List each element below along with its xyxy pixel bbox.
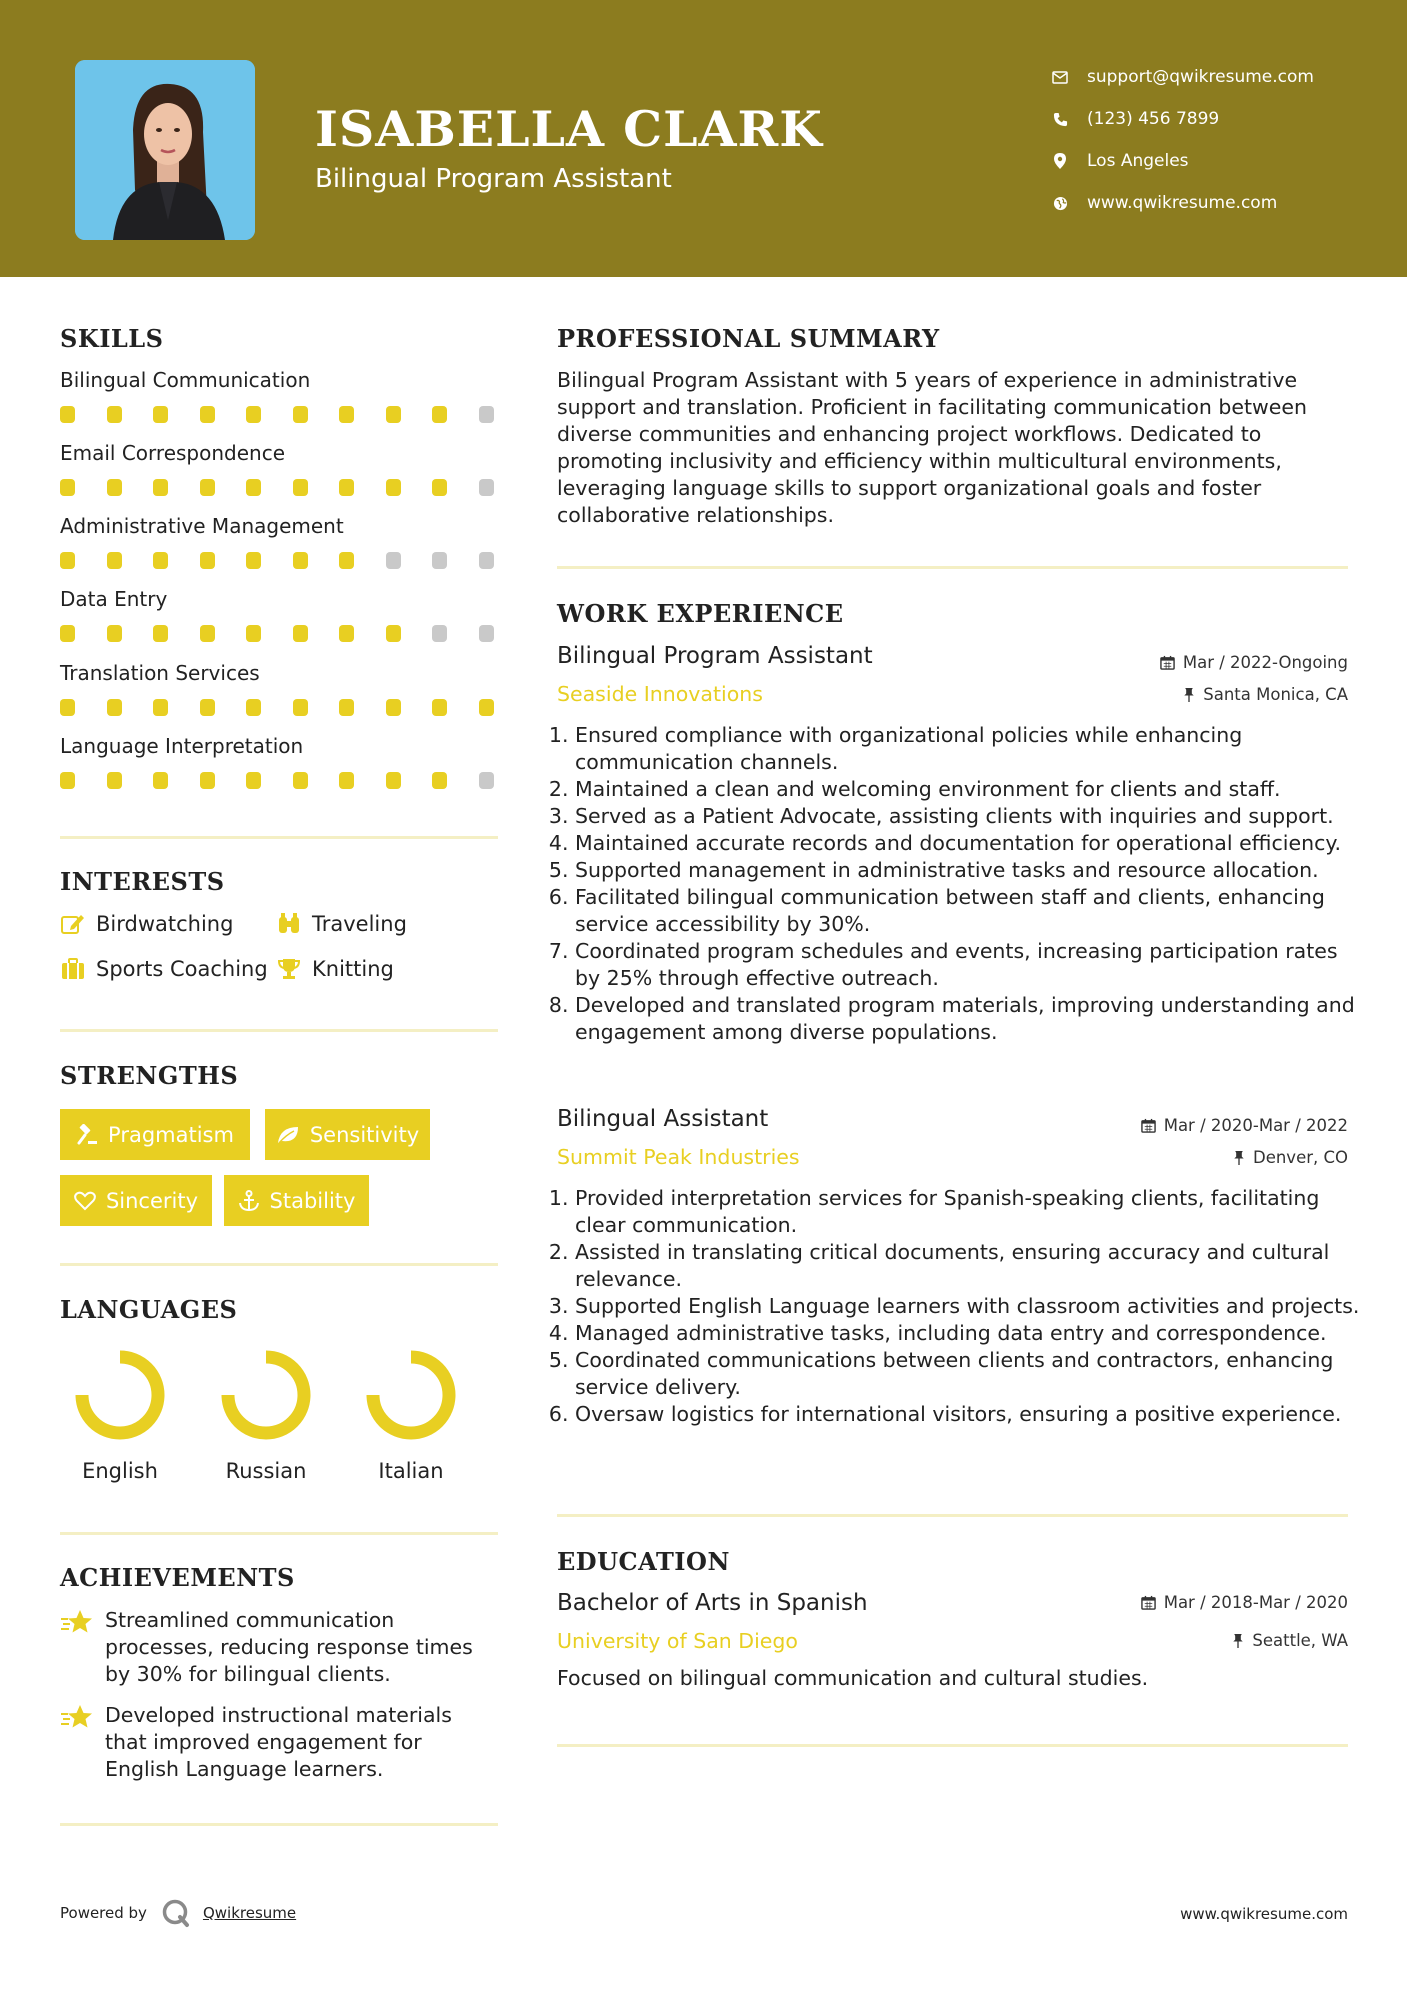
envelope-icon xyxy=(1050,67,1070,87)
contact-phone[interactable] xyxy=(1050,98,1220,140)
skill-item xyxy=(60,734,500,758)
duty-item: 2. Assisted in translating critical documents, ensuring accuracy and cultural relevance. xyxy=(575,1239,1365,1293)
skill-dot-filled xyxy=(293,699,308,716)
skill-dot-filled xyxy=(293,772,308,789)
contact-location-text: Los Angeles xyxy=(1087,151,1189,171)
contact-email-text: support@qwikresume.com xyxy=(1087,67,1314,87)
skill-dot-filled xyxy=(293,552,308,569)
heart-icon xyxy=(74,1191,96,1211)
skill-dot-empty xyxy=(479,625,494,642)
strength-label: Stability xyxy=(269,1188,356,1213)
skill-item xyxy=(60,368,500,392)
languages-heading: LANGUAGES xyxy=(60,1295,238,1324)
section-divider xyxy=(60,836,498,839)
profile-photo xyxy=(75,60,255,240)
education-date xyxy=(1141,1593,1348,1612)
skill-dot-filled xyxy=(339,552,354,569)
candidate-title: Bilingual Program Assistant xyxy=(315,164,672,194)
language-item xyxy=(351,1345,471,1483)
skill-name: Bilingual Communication xyxy=(60,368,311,392)
skill-rating xyxy=(60,479,500,497)
skill-dot-filled xyxy=(386,699,401,716)
skill-dot-filled xyxy=(293,406,308,423)
skill-dot-filled xyxy=(339,406,354,423)
contact-phone-text: (123) 456 7899 xyxy=(1087,109,1220,129)
summary-heading: PROFESSIONAL SUMMARY xyxy=(557,324,940,353)
duty-item: 5. Supported management in administrative tasks and resource allocation. xyxy=(575,857,1365,884)
trophy-icon xyxy=(276,956,302,982)
skill-dot-filled xyxy=(432,479,447,496)
skill-item xyxy=(60,661,500,685)
duty-item: 6. Oversaw logistics for international visitors, ensuring a positive experience. xyxy=(575,1401,1365,1428)
skill-dot-empty xyxy=(479,772,494,789)
skill-dot-filled xyxy=(107,699,122,716)
skill-dot-filled xyxy=(200,406,215,423)
section-divider xyxy=(557,566,1348,569)
language-name: Italian xyxy=(378,1459,444,1483)
section-divider xyxy=(557,1514,1348,1517)
contact-list xyxy=(1050,56,1314,224)
calendar-icon xyxy=(1160,655,1175,670)
skill-dot-filled xyxy=(339,772,354,789)
section-divider xyxy=(60,1823,498,1826)
language-name: Russian xyxy=(225,1459,307,1483)
contact-website[interactable] xyxy=(1050,182,1278,224)
qwikresume-link[interactable]: Qwikresume xyxy=(202,1904,297,1922)
achievement-text: Streamlined communication processes, reducing response times by 30% for bilingual clients. xyxy=(105,1608,473,1686)
job-location-text: Santa Monica, CA xyxy=(1203,685,1348,704)
candidate-name: ISABELLA CLARK xyxy=(315,100,823,158)
footer-powered-by xyxy=(60,1898,296,1928)
skill-dot-empty xyxy=(386,552,401,569)
skill-dot-filled xyxy=(60,479,75,496)
company-name: Summit Peak Industries xyxy=(557,1145,800,1169)
strength-tag xyxy=(224,1175,369,1226)
gavel-icon xyxy=(76,1124,98,1146)
skill-dot-filled xyxy=(386,479,401,496)
duty-item: 3. Supported English Language learners with classroom activities and projects. xyxy=(575,1293,1365,1320)
language-name: English xyxy=(82,1459,158,1483)
calendar-icon xyxy=(1141,1118,1156,1133)
phone-icon xyxy=(1050,109,1070,129)
skill-dot-filled xyxy=(339,625,354,642)
duty-item: 3. Served as a Patient Advocate, assisting clients with inquiries and support. xyxy=(575,803,1365,830)
experience-heading: WORK EXPERIENCE xyxy=(557,599,844,628)
skill-dot-filled xyxy=(246,552,261,569)
company-name: Seaside Innovations xyxy=(557,682,763,706)
strength-tag xyxy=(60,1175,212,1226)
interest-item xyxy=(276,956,394,982)
interest-item xyxy=(276,911,407,937)
skill-dot-filled xyxy=(153,772,168,789)
interest-label: Knitting xyxy=(312,957,394,981)
globe-icon xyxy=(1050,193,1070,213)
pencil-square-icon xyxy=(60,911,86,937)
skill-dot-filled xyxy=(153,406,168,423)
skill-dot-filled xyxy=(107,552,122,569)
summary-text: Bilingual Program Assistant with 5 years of experience in administrative support and translation. Proficient in facilitating communication between diverse communities and enhancing project workflows. Dedicated to promoting inclusivity and efficiency within multicultural environments, leveraging language skills to support organizational goals and foster collaborative relationships. xyxy=(557,368,1308,527)
pushpin-icon xyxy=(1233,1150,1245,1165)
skill-dot-filled xyxy=(153,625,168,642)
pushpin-icon xyxy=(1232,1633,1244,1648)
section-divider xyxy=(60,1029,498,1032)
interest-item xyxy=(60,911,233,937)
skill-name: Language Interpretation xyxy=(60,734,304,758)
duty-item: 1. Ensured compliance with organizational policies while enhancing communication channels. xyxy=(575,722,1365,776)
interest-label: Birdwatching xyxy=(96,912,234,936)
duty-item: 6. Facilitated bilingual communication between staff and clients, enhancing service accessibility by 30%. xyxy=(575,884,1365,938)
skill-rating xyxy=(60,552,500,570)
strength-tag xyxy=(265,1109,430,1160)
leaf-icon xyxy=(276,1125,300,1145)
job-date xyxy=(1141,1116,1348,1135)
skill-rating xyxy=(60,699,500,717)
location-pin-icon xyxy=(1050,151,1070,171)
skills-heading: SKILLS xyxy=(60,324,164,353)
star-icon xyxy=(60,1609,94,1639)
interest-label: Sports Coaching xyxy=(96,957,268,981)
section-divider xyxy=(60,1532,498,1535)
language-level-arc xyxy=(373,1357,449,1433)
duty-item: 2. Maintained a clean and welcoming environment for clients and staff. xyxy=(575,776,1365,803)
job-duties-list xyxy=(557,722,1365,1046)
job-duties-list xyxy=(557,1185,1365,1428)
contact-email[interactable] xyxy=(1050,56,1314,98)
skill-name: Email Correspondence xyxy=(60,441,286,465)
language-level-arc xyxy=(82,1357,158,1433)
skill-dot-filled xyxy=(432,772,447,789)
education-location xyxy=(1232,1631,1348,1650)
skill-dot-filled xyxy=(60,772,75,789)
achievement-text: Developed instructional materials that improved engagement for English Language learners. xyxy=(105,1703,452,1781)
job-location xyxy=(1233,1148,1348,1167)
skill-dot-empty xyxy=(479,552,494,569)
skill-name: Data Entry xyxy=(60,587,168,611)
skill-dot-filled xyxy=(339,699,354,716)
skill-dot-filled xyxy=(200,772,215,789)
skill-rating xyxy=(60,625,500,643)
skill-dot-empty xyxy=(432,625,447,642)
skill-item xyxy=(60,514,500,538)
briefcase-icon xyxy=(60,956,86,982)
job-date-text: Mar / 2022-Ongoing xyxy=(1182,653,1348,672)
skill-dot-filled xyxy=(153,552,168,569)
footer-website-link[interactable]: www.qwikresume.com xyxy=(1180,1905,1348,1923)
language-level-arc xyxy=(228,1357,304,1433)
achievement-item xyxy=(60,1702,500,1783)
skill-dot-filled xyxy=(246,772,261,789)
duty-item: 4. Managed administrative tasks, including data entry and correspondence. xyxy=(575,1320,1365,1347)
duty-item: 5. Coordinated communications between clients and contractors, enhancing service delivery. xyxy=(575,1347,1365,1401)
skill-dot-filled xyxy=(60,406,75,423)
skill-dot-filled xyxy=(200,699,215,716)
skill-dot-filled xyxy=(246,699,261,716)
skill-dot-empty xyxy=(432,552,447,569)
skill-name: Administrative Management xyxy=(60,514,344,538)
skill-dot-filled xyxy=(246,625,261,642)
job-date xyxy=(1160,653,1348,672)
calendar-icon xyxy=(1141,1595,1156,1610)
resume-header xyxy=(0,0,1407,277)
language-gauge xyxy=(351,1345,471,1445)
strength-label: Sensitivity xyxy=(309,1122,420,1147)
education-location-text: Seattle, WA xyxy=(1252,1631,1348,1650)
skill-rating xyxy=(60,406,500,424)
skill-dot-filled xyxy=(386,772,401,789)
skill-dot-filled xyxy=(246,406,261,423)
skill-dot-filled xyxy=(386,406,401,423)
interests-heading: INTERESTS xyxy=(60,867,225,896)
skill-dot-filled xyxy=(479,699,494,716)
interest-label: Traveling xyxy=(312,912,407,936)
achievement-item xyxy=(60,1607,500,1688)
section-divider xyxy=(557,1744,1348,1747)
skill-dot-filled xyxy=(60,552,75,569)
education-description: Focused on bilingual communication and cultural studies. xyxy=(557,1666,1149,1690)
skill-item xyxy=(60,587,500,611)
star-icon xyxy=(60,1704,94,1734)
binoculars-icon xyxy=(276,911,302,937)
interest-item xyxy=(60,956,268,982)
language-item xyxy=(60,1345,180,1483)
skill-dot-empty xyxy=(479,406,494,423)
job-title: Bilingual Program Assistant xyxy=(557,643,873,669)
section-divider xyxy=(60,1263,498,1266)
job-date-text: Mar / 2020-Mar / 2022 xyxy=(1163,1116,1348,1135)
job-location xyxy=(1183,685,1348,704)
duty-item: 1. Provided interpretation services for Spanish-speaking clients, facilitating clear communication. xyxy=(575,1185,1365,1239)
language-gauge xyxy=(60,1345,180,1445)
contact-website-text: www.qwikresume.com xyxy=(1087,193,1278,213)
powered-by-label: Powered by xyxy=(60,1904,147,1922)
skill-dot-filled xyxy=(293,625,308,642)
strength-tag xyxy=(60,1109,250,1160)
skill-dot-filled xyxy=(293,479,308,496)
skill-dot-filled xyxy=(107,479,122,496)
skill-rating xyxy=(60,772,500,790)
skill-dot-filled xyxy=(60,699,75,716)
skill-dot-empty xyxy=(479,479,494,496)
skill-dot-filled xyxy=(200,479,215,496)
skill-dot-filled xyxy=(432,406,447,423)
skill-dot-filled xyxy=(60,625,75,642)
duty-item: 8. Developed and translated program materials, improving understanding and engagement among diverse populations. xyxy=(575,992,1365,1046)
skill-dot-filled xyxy=(200,552,215,569)
school-name: University of San Diego xyxy=(557,1629,798,1653)
job-location-text: Denver, CO xyxy=(1252,1148,1348,1167)
skill-dot-filled xyxy=(246,479,261,496)
strength-label: Sincerity xyxy=(105,1188,199,1213)
education-date-text: Mar / 2018-Mar / 2020 xyxy=(1163,1593,1348,1612)
skill-dot-filled xyxy=(107,406,122,423)
education-heading: EDUCATION xyxy=(557,1547,730,1576)
skill-dot-filled xyxy=(386,625,401,642)
duty-item: 4. Maintained accurate records and documentation for operational efficiency. xyxy=(575,830,1365,857)
skill-dot-filled xyxy=(432,699,447,716)
skill-dot-filled xyxy=(107,772,122,789)
qwikresume-logo-icon xyxy=(161,1898,191,1928)
strength-label: Pragmatism xyxy=(108,1122,234,1147)
achievements-heading: ACHIEVEMENTS xyxy=(60,1563,295,1592)
anchor-icon xyxy=(238,1190,260,1212)
language-gauge xyxy=(206,1345,326,1445)
skill-dot-filled xyxy=(339,479,354,496)
duty-item: 7. Coordinated program schedules and events, increasing participation rates by 25% through effective outreach. xyxy=(575,938,1365,992)
skill-dot-filled xyxy=(153,699,168,716)
skill-dot-filled xyxy=(153,479,168,496)
skill-item xyxy=(60,441,500,465)
degree-title: Bachelor of Arts in Spanish xyxy=(557,1590,868,1616)
skill-name: Translation Services xyxy=(60,661,260,685)
strengths-heading: STRENGTHS xyxy=(60,1061,239,1090)
language-item xyxy=(206,1345,326,1483)
contact-location xyxy=(1050,140,1189,182)
job-title: Bilingual Assistant xyxy=(557,1106,769,1132)
pushpin-icon xyxy=(1183,687,1195,702)
skill-dot-filled xyxy=(107,625,122,642)
skill-dot-filled xyxy=(200,625,215,642)
